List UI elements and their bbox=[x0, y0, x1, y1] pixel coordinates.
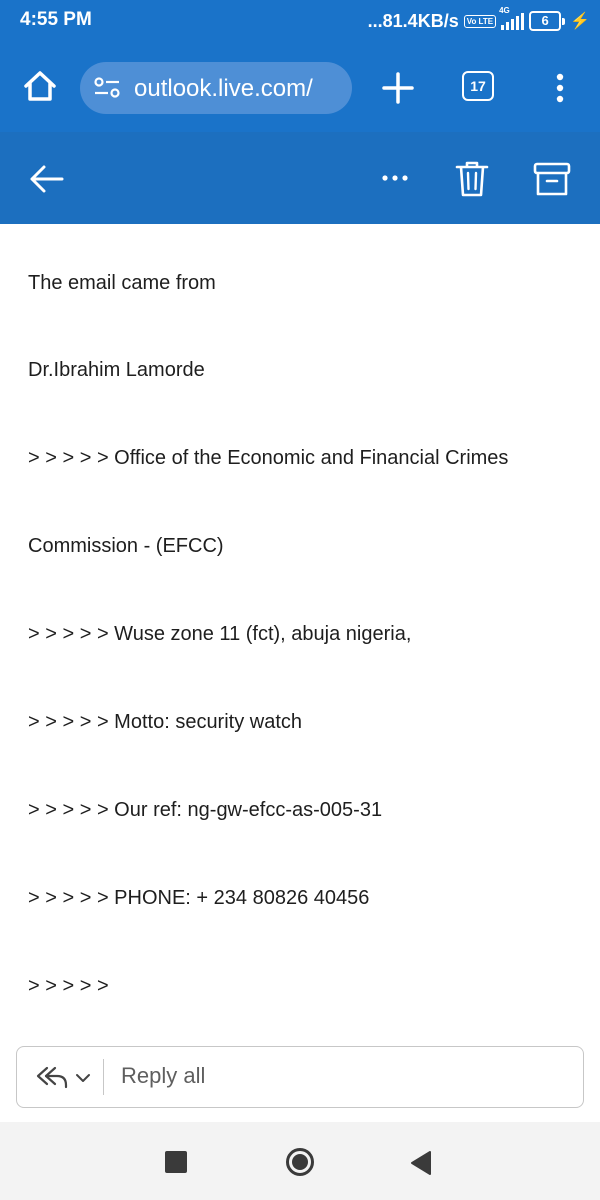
home-button[interactable] bbox=[20, 66, 60, 106]
battery-icon bbox=[529, 11, 565, 31]
url-text: outlook.live.com/ bbox=[134, 75, 313, 102]
circle-icon bbox=[285, 1147, 315, 1177]
tab-switcher-button[interactable] bbox=[462, 71, 496, 103]
battery-level: 6 bbox=[529, 11, 561, 31]
email-line: > > > > > Office of the Economic and Financial Crimes bbox=[28, 447, 509, 470]
email-body-text bbox=[28, 224, 588, 1012]
status-indicators bbox=[368, 7, 590, 35]
new-tab-button[interactable] bbox=[378, 68, 418, 108]
network-speed: ...81.4KB/s bbox=[367, 10, 459, 31]
mail-toolbar bbox=[0, 132, 600, 224]
address-bar[interactable] bbox=[80, 62, 352, 114]
archive-button[interactable] bbox=[532, 160, 572, 198]
site-settings-icon[interactable] bbox=[94, 76, 120, 100]
archive-icon bbox=[532, 160, 572, 198]
recents-button[interactable] bbox=[165, 1151, 187, 1173]
email-line: > > > > > Motto: security watch bbox=[28, 711, 303, 734]
back-button[interactable] bbox=[28, 162, 66, 196]
home-nav-button[interactable] bbox=[285, 1147, 315, 1177]
system-nav-bar bbox=[0, 1122, 600, 1200]
signal-icon bbox=[499, 6, 524, 30]
browser-toolbar bbox=[0, 44, 600, 132]
tab-count: 17 bbox=[462, 71, 494, 101]
plus-icon bbox=[378, 68, 418, 108]
home-icon bbox=[20, 66, 60, 106]
status-time: 4:55 PM bbox=[20, 9, 92, 30]
reply-all-icon bbox=[35, 1063, 69, 1091]
reply-type-selector[interactable] bbox=[33, 1059, 104, 1095]
email-line: Commission - (EFCC) bbox=[28, 535, 224, 558]
email-line: > > > > > Our ref: ng-gw-efcc-as-005-31 bbox=[28, 798, 383, 821]
back-nav-button[interactable] bbox=[408, 1149, 434, 1177]
trash-icon bbox=[455, 160, 489, 198]
reply-box[interactable] bbox=[16, 1046, 584, 1108]
volte-badge: Vo LTE bbox=[464, 15, 496, 28]
email-line: > > > > > PHONE: + 234 80826 40456 bbox=[28, 886, 370, 909]
horizontal-dots-icon bbox=[380, 167, 410, 189]
chevron-down-icon bbox=[75, 1072, 91, 1084]
vertical-dots-icon bbox=[548, 68, 572, 108]
arrow-left-icon bbox=[28, 162, 66, 196]
browser-menu-button[interactable] bbox=[548, 68, 572, 108]
triangle-back-icon bbox=[408, 1149, 434, 1177]
email-line: > > > > > Wuse zone 11 (fct), abuja nigeria, bbox=[28, 623, 412, 646]
reply-bar bbox=[0, 1012, 600, 1122]
email-line: > > > > > bbox=[28, 974, 109, 997]
network-type: 4G bbox=[499, 6, 510, 15]
more-actions-button[interactable] bbox=[380, 167, 410, 189]
email-body[interactable] bbox=[0, 224, 600, 1012]
email-line: The email came from bbox=[28, 271, 216, 294]
reply-all-label: Reply all bbox=[121, 1063, 206, 1088]
email-line: Dr.Ibrahim Lamorde bbox=[28, 359, 205, 382]
charging-icon: ⚡ bbox=[570, 13, 590, 30]
status-bar bbox=[0, 0, 600, 44]
delete-button[interactable] bbox=[455, 160, 489, 198]
